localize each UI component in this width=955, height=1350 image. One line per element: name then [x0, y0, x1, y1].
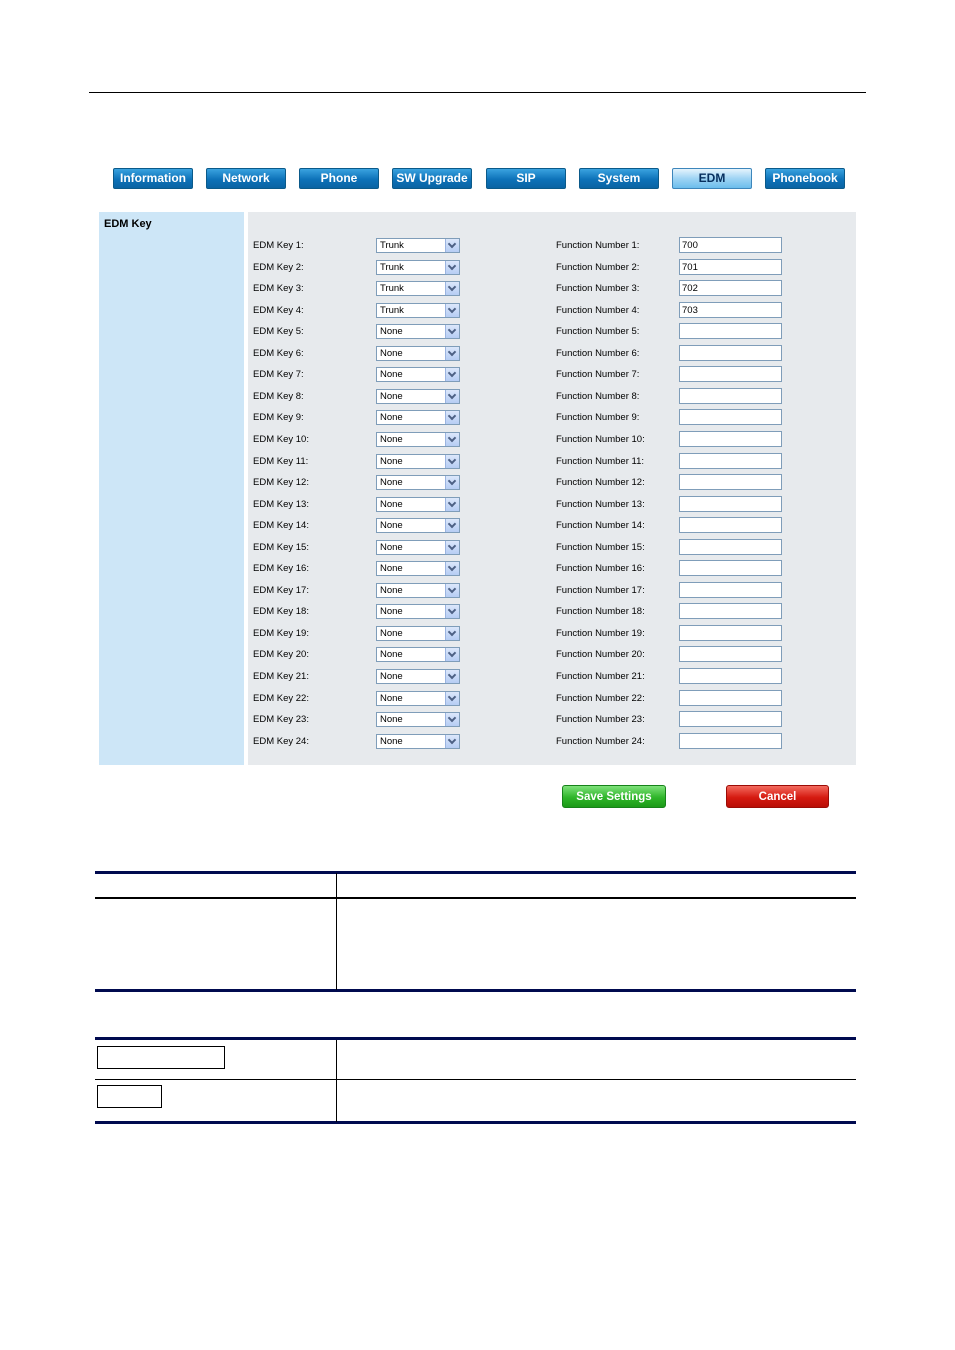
function-number-input[interactable]	[679, 409, 782, 425]
section-sidebar	[99, 212, 244, 765]
function-number-label: Function Number 7:	[556, 369, 640, 381]
edm-key-label: EDM Key 5:	[253, 326, 304, 338]
function-number-label: Function Number 5:	[556, 326, 640, 338]
function-number-label: Function Number 1:	[556, 240, 640, 251]
edm-key-label: EDM Key 7:	[253, 369, 304, 381]
function-number-input[interactable]	[679, 323, 782, 339]
edm-key-label: EDM Key 6:	[253, 347, 304, 359]
function-number-label: Function Number 18:	[556, 606, 645, 618]
chevron-down-icon[interactable]	[445, 368, 459, 381]
function-number-label: Function Number 14:	[556, 520, 645, 532]
edm-key-select[interactable]	[376, 410, 460, 425]
edm-key-row	[248, 604, 856, 620]
table-column-divider	[336, 873, 337, 990]
edm-key-row	[248, 454, 856, 470]
edm-key-select[interactable]	[376, 497, 460, 512]
edm-key-selected-value: None	[380, 369, 403, 381]
edm-key-select[interactable]	[376, 604, 460, 619]
edm-key-row	[248, 324, 856, 340]
chevron-down-icon[interactable]	[445, 519, 459, 532]
function-number-label: Function Number 13:	[556, 498, 645, 510]
function-number-input[interactable]	[679, 539, 782, 555]
edm-key-selected-value: None	[380, 584, 403, 596]
tab-sw-upgrade[interactable]: SW Upgrade	[392, 168, 472, 189]
edm-key-row	[248, 583, 856, 599]
function-number-label: Function Number 11:	[556, 455, 645, 467]
edm-key-select[interactable]	[376, 346, 460, 361]
edm-key-selected-value: None	[380, 455, 403, 467]
chevron-down-icon[interactable]	[445, 347, 459, 360]
edm-key-label: EDM Key 13:	[253, 498, 309, 510]
function-number-label: Function Number 8:	[556, 390, 640, 402]
function-number-label: Function Number 20:	[556, 649, 645, 661]
edm-key-row	[248, 497, 856, 513]
chevron-down-icon[interactable]	[445, 670, 459, 683]
tab-phonebook[interactable]: Phonebook	[765, 168, 845, 189]
edm-key-selected-value: None	[380, 520, 403, 532]
edm-key-label: EDM Key 14:	[253, 520, 309, 532]
edm-key-label: EDM Key 2:	[253, 261, 304, 273]
function-number-input[interactable]	[679, 517, 782, 533]
edm-key-label: EDM Key 12:	[253, 477, 309, 489]
function-number-label: Function Number 16:	[556, 563, 645, 575]
edm-key-select[interactable]	[376, 669, 460, 684]
function-number-label: Function Number 19:	[556, 627, 645, 639]
edm-key-selected-value: None	[380, 671, 403, 682]
table-top-rule	[95, 871, 856, 874]
chevron-down-icon[interactable]	[445, 541, 459, 554]
edm-key-row	[248, 281, 856, 297]
function-number-input[interactable]	[679, 668, 782, 684]
edm-key-selected-value: Trunk	[380, 283, 404, 295]
tab-information[interactable]: Information	[113, 168, 193, 189]
edm-key-select[interactable]	[376, 712, 460, 727]
function-number-label: Function Number 23:	[556, 714, 645, 726]
edm-key-label: EDM Key 16:	[253, 563, 309, 575]
edm-key-row	[248, 238, 856, 254]
edm-key-label: EDM Key 23:	[253, 714, 309, 726]
edm-key-select[interactable]	[376, 583, 460, 598]
chevron-down-icon[interactable]	[445, 304, 459, 317]
edm-key-label: EDM Key 3:	[253, 283, 304, 295]
edm-key-selected-value: None	[380, 714, 403, 726]
function-number-input[interactable]: 702	[679, 280, 782, 296]
edm-key-selected-value: None	[380, 627, 403, 639]
edm-key-row	[248, 389, 856, 405]
edm-key-label: EDM Key 11:	[253, 455, 309, 467]
header-rule	[89, 92, 866, 93]
function-number-input[interactable]	[679, 366, 782, 382]
chevron-down-icon[interactable]	[445, 261, 459, 274]
section-title: EDM Key	[104, 218, 152, 230]
tab-system[interactable]: System	[579, 168, 659, 189]
edm-key-row	[248, 410, 856, 426]
edm-key-label: EDM Key 17:	[253, 584, 309, 596]
tab-edm[interactable]: EDM	[672, 168, 752, 189]
edm-key-selected-value: Trunk	[380, 240, 404, 251]
chevron-down-icon[interactable]	[445, 605, 459, 618]
edm-key-label: EDM Key 15:	[253, 541, 309, 553]
edm-key-label: EDM Key 20:	[253, 649, 309, 661]
edm-key-selected-value: Trunk	[380, 304, 404, 316]
chevron-down-icon[interactable]	[445, 498, 459, 511]
chevron-down-icon[interactable]	[445, 627, 459, 640]
function-number-label: Function Number 6:	[556, 347, 640, 359]
edm-key-selected-value: Trunk	[380, 261, 404, 273]
edm-key-row	[248, 734, 856, 750]
edm-key-row	[248, 626, 856, 642]
function-number-input[interactable]: 703	[679, 302, 782, 318]
edm-key-select[interactable]	[376, 324, 460, 339]
function-number-label: Function Number 3:	[556, 283, 640, 295]
edm-key-row	[248, 691, 856, 707]
save-settings-button[interactable]: Save Settings	[562, 785, 666, 808]
edm-key-select[interactable]	[376, 303, 460, 318]
chevron-down-icon[interactable]	[445, 584, 459, 597]
edm-key-select[interactable]	[376, 389, 460, 404]
edm-key-select[interactable]	[376, 734, 460, 749]
edm-key-select[interactable]	[376, 367, 460, 382]
function-number-input[interactable]: 700	[679, 237, 782, 253]
function-number-input[interactable]	[679, 711, 782, 727]
edm-key-select[interactable]	[376, 518, 460, 533]
edm-key-select[interactable]	[376, 475, 460, 490]
edm-key-selected-value: None	[380, 606, 403, 618]
function-number-input[interactable]	[679, 431, 782, 447]
table-top-rule	[95, 1037, 856, 1040]
edm-key-row	[248, 669, 856, 685]
edm-key-selected-value: None	[380, 477, 403, 489]
edm-key-label: EDM Key 21:	[253, 671, 309, 682]
edm-key-label: EDM Key 10:	[253, 433, 309, 445]
chevron-down-icon[interactable]	[445, 735, 459, 748]
edm-key-selected-value: None	[380, 347, 403, 359]
function-number-input[interactable]	[679, 690, 782, 706]
edm-key-selected-value: None	[380, 735, 403, 747]
edm-key-row	[248, 540, 856, 556]
edm-key-select[interactable]	[376, 454, 460, 469]
edm-key-select[interactable]	[376, 561, 460, 576]
tab-network[interactable]: Network	[206, 168, 286, 189]
tab-sip[interactable]: SIP	[486, 168, 566, 189]
function-number-input[interactable]	[679, 453, 782, 469]
edm-key-label: EDM Key 22:	[253, 692, 309, 704]
function-number-input[interactable]	[679, 474, 782, 490]
edm-key-selected-value: None	[380, 563, 403, 575]
edm-key-label: EDM Key 1:	[253, 240, 304, 251]
edm-key-select[interactable]	[376, 647, 460, 662]
function-number-label: Function Number 17:	[556, 584, 645, 596]
edm-key-label: EDM Key 8:	[253, 390, 304, 402]
function-number-input[interactable]	[679, 560, 782, 576]
function-number-input[interactable]	[679, 388, 782, 404]
edm-key-select[interactable]	[376, 281, 460, 296]
function-number-input[interactable]	[679, 733, 782, 749]
cancel-button[interactable]: Cancel	[726, 785, 829, 808]
table-bottom-rule	[95, 989, 856, 992]
function-number-input[interactable]	[679, 582, 782, 598]
edm-key-selected-value: None	[380, 649, 403, 661]
function-number-label: Function Number 2:	[556, 261, 640, 273]
edm-key-select[interactable]	[376, 238, 460, 253]
save-settings-button-placeholder	[97, 1046, 225, 1069]
edm-key-label: EDM Key 19:	[253, 627, 309, 639]
function-number-input[interactable]	[679, 496, 782, 512]
chevron-down-icon[interactable]	[445, 239, 459, 252]
edm-key-row	[248, 260, 856, 276]
table-row-rule	[95, 1079, 856, 1080]
function-number-input[interactable]	[679, 625, 782, 641]
chevron-down-icon[interactable]	[445, 433, 459, 446]
function-number-input[interactable]	[679, 603, 782, 619]
function-number-label: Function Number 21:	[556, 671, 645, 682]
chevron-down-icon[interactable]	[445, 692, 459, 705]
edm-key-row	[248, 367, 856, 383]
function-number-label: Function Number 15:	[556, 541, 645, 553]
edm-key-row	[248, 346, 856, 362]
edm-key-selected-value: None	[380, 433, 403, 445]
edm-key-form	[248, 212, 856, 765]
edm-key-selected-value: None	[380, 692, 403, 704]
chevron-down-icon[interactable]	[445, 282, 459, 295]
table-column-divider	[336, 1040, 337, 1122]
edm-key-select[interactable]	[376, 626, 460, 641]
edm-key-label: EDM Key 4:	[253, 304, 304, 316]
edm-key-row	[248, 475, 856, 491]
table-bottom-rule	[95, 1121, 856, 1124]
function-number-label: Function Number 12:	[556, 477, 645, 489]
edm-key-select[interactable]	[376, 432, 460, 447]
edm-key-row	[248, 561, 856, 577]
edm-key-label: EDM Key 18:	[253, 606, 309, 618]
edm-key-label: EDM Key 24:	[253, 735, 309, 747]
edm-key-select[interactable]	[376, 540, 460, 555]
function-number-input[interactable]	[679, 646, 782, 662]
chevron-down-icon[interactable]	[445, 562, 459, 575]
edm-key-select[interactable]	[376, 691, 460, 706]
cancel-button-placeholder	[97, 1085, 162, 1108]
edm-key-selected-value: None	[380, 326, 403, 338]
function-number-label: Function Number 10:	[556, 433, 645, 445]
function-number-label: Function Number 24:	[556, 735, 645, 747]
edm-key-row	[248, 432, 856, 448]
function-number-input[interactable]: 701	[679, 259, 782, 275]
chevron-down-icon[interactable]	[445, 325, 459, 338]
edm-key-selected-value: None	[380, 412, 403, 424]
edm-key-select[interactable]	[376, 260, 460, 275]
chevron-down-icon[interactable]	[445, 390, 459, 403]
edm-key-selected-value: None	[380, 541, 403, 553]
edm-key-label: EDM Key 9:	[253, 412, 304, 424]
chevron-down-icon[interactable]	[445, 648, 459, 661]
function-number-label: Function Number 9:	[556, 412, 640, 424]
table-header-rule	[95, 897, 856, 899]
chevron-down-icon[interactable]	[445, 411, 459, 424]
edm-key-selected-value: None	[380, 390, 403, 402]
chevron-down-icon[interactable]	[445, 713, 459, 726]
chevron-down-icon[interactable]	[445, 455, 459, 468]
chevron-down-icon[interactable]	[445, 476, 459, 489]
function-number-input[interactable]	[679, 345, 782, 361]
edm-key-row	[248, 647, 856, 663]
function-number-label: Function Number 22:	[556, 692, 645, 704]
tab-phone[interactable]: Phone	[299, 168, 379, 189]
edm-key-row	[248, 712, 856, 728]
edm-key-selected-value: None	[380, 498, 403, 510]
edm-key-row	[248, 518, 856, 534]
function-number-label: Function Number 4:	[556, 304, 640, 316]
edm-key-row	[248, 303, 856, 319]
